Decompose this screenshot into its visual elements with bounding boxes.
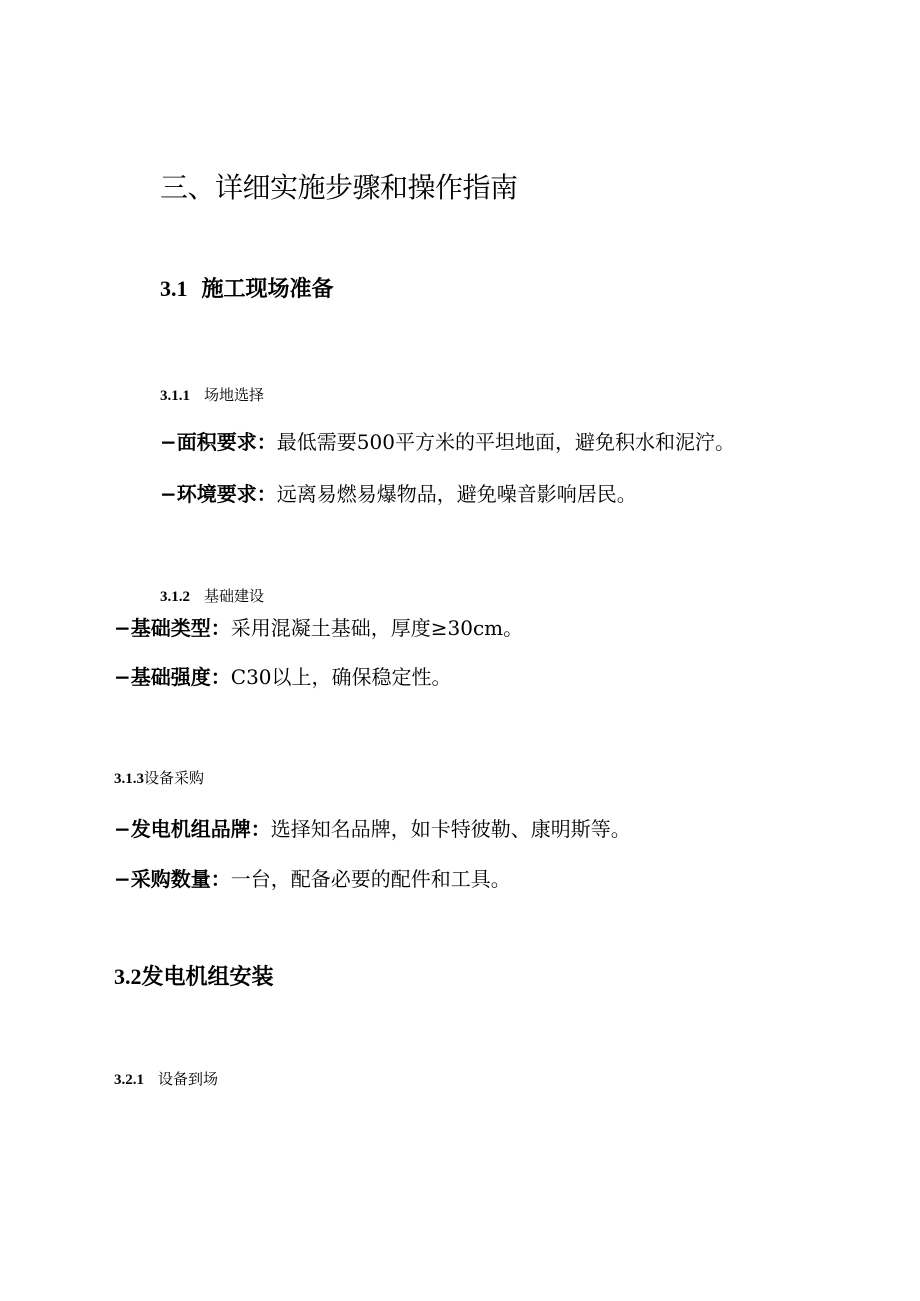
heading-3-1-3 — [114, 767, 204, 788]
heading-number: 3.2 — [114, 964, 142, 989]
item-value: 最低需要500平方米的平坦地面，避免积水和泥泞。 — [276, 430, 735, 454]
heading-text: 设备到场 — [158, 1070, 219, 1088]
item-value: C30以上，确保稳定性。 — [230, 665, 452, 689]
item-value: 选择知名品牌，如卡特彼勒、康明斯等。 — [270, 817, 631, 841]
heading-3-1-2 — [160, 585, 264, 606]
heading-3-1 — [160, 272, 334, 303]
heading-text: 发电机组安装 — [141, 964, 274, 989]
item-label: −面积要求： — [160, 430, 277, 454]
item-label: −采购数量： — [114, 867, 231, 891]
list-item — [160, 426, 735, 455]
heading-3-2-1 — [114, 1068, 218, 1089]
list-item — [160, 478, 637, 507]
heading-3-1-1 — [160, 384, 264, 405]
item-label: −发电机组品牌： — [114, 817, 271, 841]
heading-number: 3.1.2 — [160, 589, 190, 605]
item-label: −环境要求： — [160, 482, 277, 506]
heading-text: 基础建设 — [204, 587, 265, 605]
item-label: −基础类型： — [114, 616, 231, 640]
item-value: 远离易燃易爆物品，避免噪音影响居民。 — [276, 482, 637, 506]
heading-number: 3.1.1 — [160, 388, 190, 404]
list-item — [114, 661, 452, 690]
section-title: 三、详细实施步骤和操作指南 — [160, 171, 518, 204]
heading-number: 3.2.1 — [114, 1072, 144, 1088]
item-value: 采用混凝土基础，厚度≥30cm。 — [230, 616, 524, 640]
item-label: −基础强度： — [114, 665, 231, 689]
heading-number: 3.1.3 — [114, 771, 144, 787]
list-item — [114, 612, 523, 641]
list-item — [114, 863, 511, 892]
heading-text: 设备采购 — [144, 769, 205, 787]
heading-3-2 — [114, 960, 274, 991]
heading-number: 3.1 — [160, 276, 188, 301]
heading-text: 施工现场准备 — [201, 276, 334, 301]
list-item — [114, 813, 631, 842]
heading-text: 场地选择 — [204, 386, 265, 404]
item-value: 一台，配备必要的配件和工具。 — [230, 867, 511, 891]
